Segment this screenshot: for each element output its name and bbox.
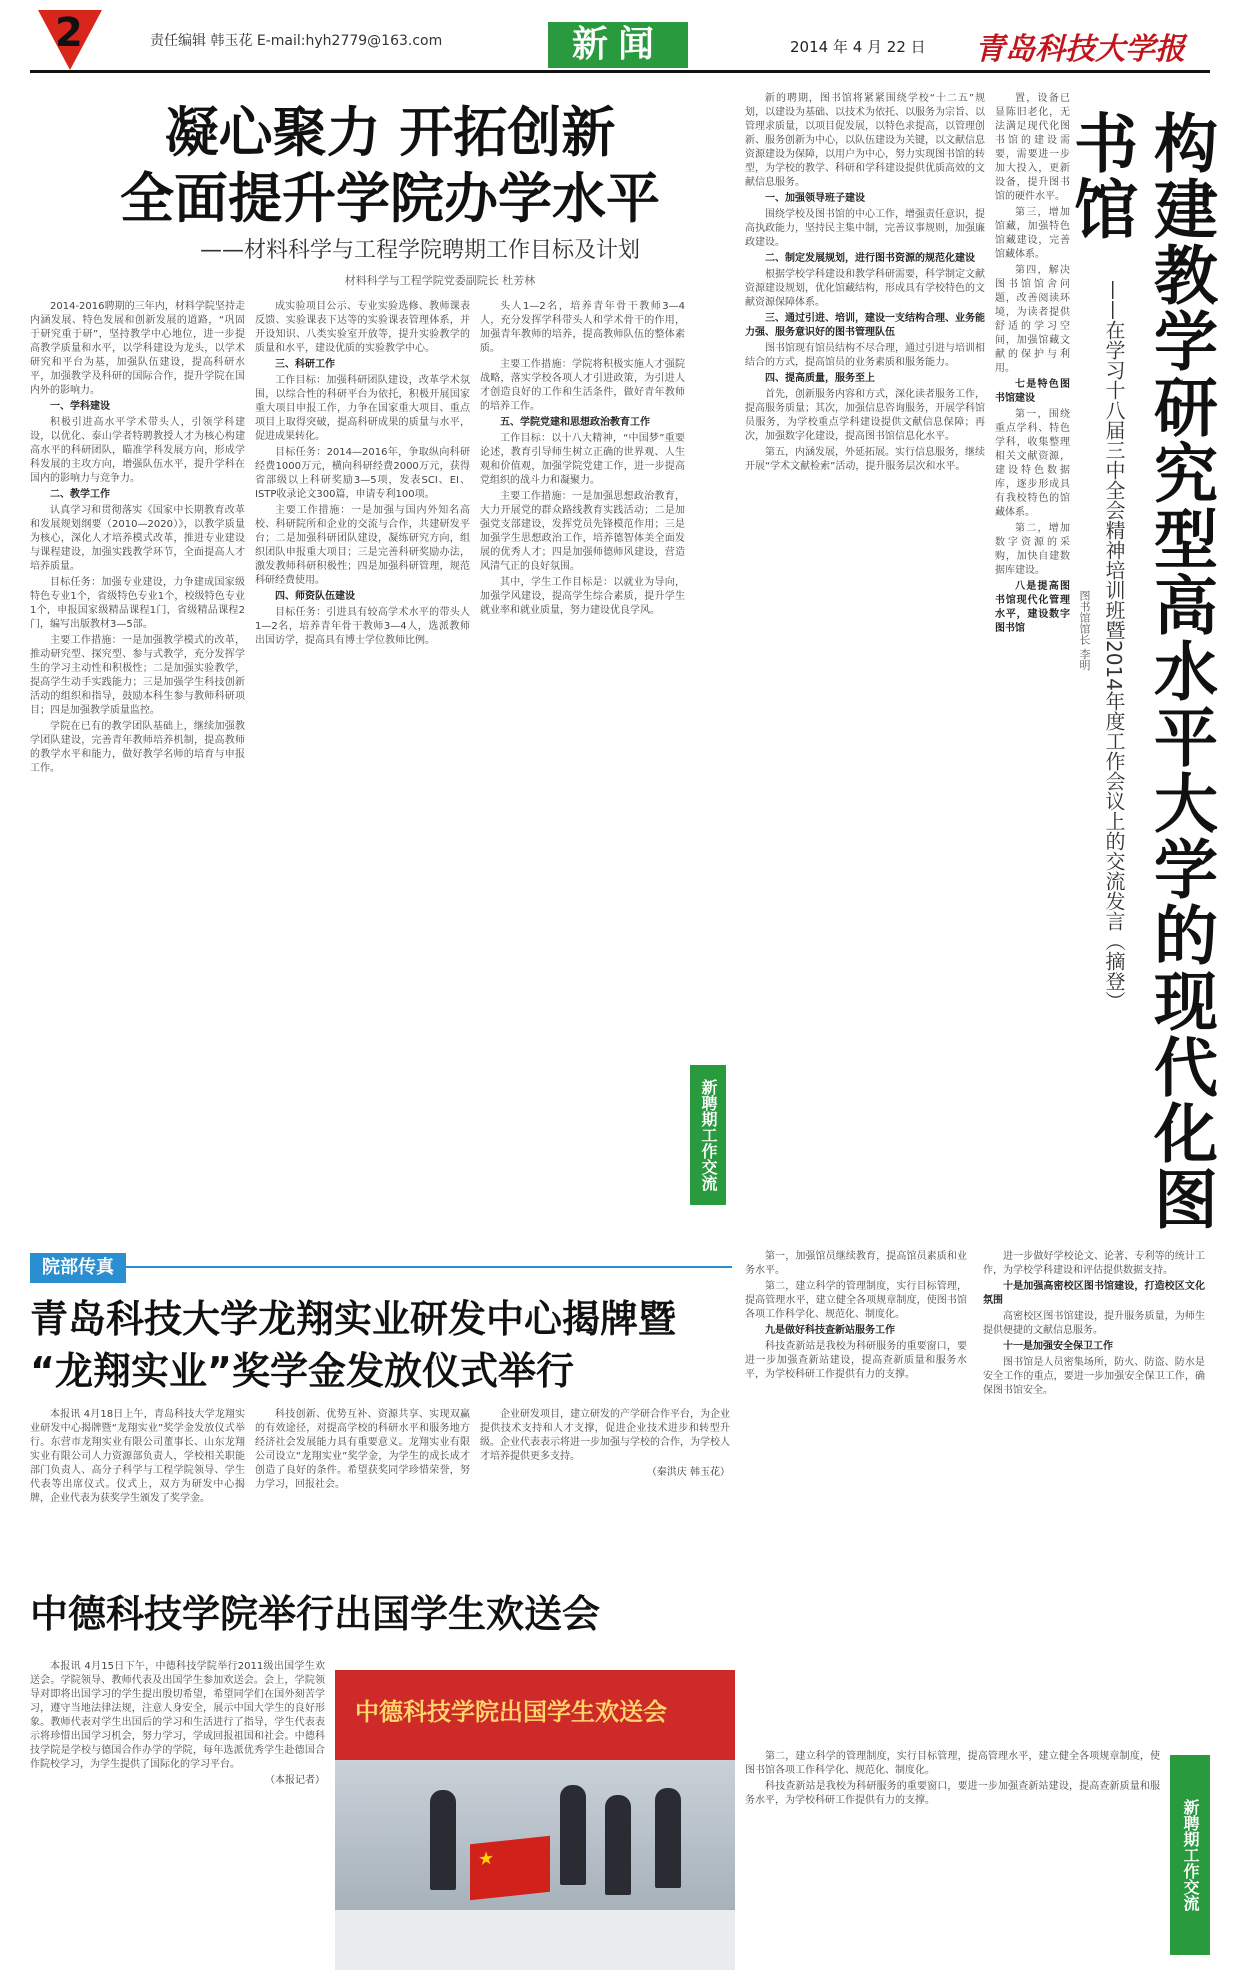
- paragraph: 置，设备已显陈旧老化，无法满足现代化图书馆的建设需要，需要进一步加大投入，更新设备，提升图书馆的硬件水平。: [995, 93, 1070, 202]
- section-heading: 一、加强领导班子建设: [765, 193, 865, 204]
- photo-person: [430, 1790, 456, 1890]
- paragraph: 工作目标：加强科研团队建设，改革学术氛围，以综合性的科研平台为依托，积极开展国家重大项目申报工作，力争在国家重大项目、重点项目上取得突破，提高科研成果的质量与水平，促进成果转化。: [255, 375, 470, 442]
- paragraph: 新的聘期，图书馆将紧紧围绕学校“十二五”规划，以建设为基础、以技术为依托、以服务为宗旨、以管理求质量，以项目促发展，以特色求提高，以管理创新、服务创新为中心，以队伍建设为关键，以文献信息资源建设为保障，以用户为中心，努力实现图书馆的转型，为学校的教学、科研和学科建设提供优质高效的文献信息服务。: [745, 93, 985, 188]
- paragraph: 认真学习和贯彻落实《国家中长期教育改革和发展规划纲要（2010—2020）》，以教学质量为核心，深化人才培养模式改革，推进专业建设与课程建设，加强实践教学环节，全面提高人才培养质量。: [30, 505, 245, 572]
- paragraph: 积极引进高水平学术带头人，引领学科建设，以优化、泰山学者特聘教授人才为核心构建高水平的科研团队，瞄准学科发展方向，形成学科发展的主攻方向，增强队伍水平，提升学科在国内的影响力与竞争力。: [30, 417, 245, 484]
- paragraph: 主要工作措施：一是加强教学模式的改革，推动研究型、探究型、参与式教学，充分发挥学生的学习主动性和积极性；二是加强实验教学，提高学生动手实践能力；三是加强学生科技创新活动的组织和指导，鼓励本科生参与教师科研项目；四是加强教学质量监控。: [30, 635, 245, 716]
- photo-person: [655, 1788, 681, 1888]
- masthead: 青岛科技大学报: [975, 32, 1185, 67]
- editor-line: 责任编辑 韩玉花 E-mail:hyh2779@163.com: [150, 33, 443, 49]
- article1-title-line2: 全面提升学院办学水平: [120, 167, 660, 230]
- section-tag: 院部传真: [30, 1253, 126, 1283]
- section-heading: 三、科研工作: [275, 359, 335, 370]
- article2-column-1: [745, 92, 985, 1242]
- paragraph: 图书馆现有馆员结构不尽合理，通过引进与培训相结合的方式，提高馆员的业务素质和服务能力。: [745, 343, 985, 368]
- paragraph: 学院在已有的教学团队基础上，继续加强教学团队建设，完善青年教师培养机制，提高教师的教学水平和能力，做好教学名师的培育与申报工作。: [30, 721, 245, 774]
- article3-column-1: [30, 1408, 245, 1558]
- section-heading: 五、学院党建和思想政治教育工作: [500, 417, 650, 428]
- section-heading: 九是做好科技查新站服务工作: [765, 1325, 895, 1336]
- paragraph: 科技查新站是我校为科研服务的重要窗口，要进一步加强查新站建设，提高查新质量和服务水平，为学校科研工作提供有力的支撑。: [745, 1341, 967, 1380]
- chinese-flag-icon: ★: [470, 1836, 550, 1900]
- article2-column-tail: [745, 1750, 1160, 1970]
- header-rule: [30, 70, 1210, 73]
- paragraph: 本报讯 4月15日下午，中德科技学院举行2011级出国学生欢送会。学院领导、教师代表及出国学生参加欢送会。会上，学院领导对即将出国学习的学生提出殷切希望，希望同学们在国外刻苦学习，遵守当地法律法规，注意人身安全，展示中国大学生的良好形象。教师代表对学生出国后的学习和生活进行了指导，学生代表表示将珍惜出国学习机会，努力学习，学成回报祖国和社会。中德科技学院是学校与德国合作办学的学院，每年选派优秀学生赴德国合作院校学习，为学生提供了国际化的学习平台。: [30, 1661, 325, 1770]
- section-tag-rule: [126, 1266, 732, 1268]
- paragraph: 科技查新站是我校为科研服务的重要窗口，要进一步加强查新站建设，提高查新质量和服务水平，为学校科研工作提供有力的支撑。: [745, 1781, 1160, 1806]
- paragraph: 第一，加强馆员继续教育，提高馆员素质和业务水平。: [745, 1251, 967, 1276]
- article1-side-label: 新聘期工作交流: [690, 1065, 726, 1205]
- paragraph: 工作目标：以十八大精神，“中国梦”重要论述，教育引导师生树立正确的世界观、人生观和价值观，加强学院党建工作，进一步提高党组织的战斗力和凝聚力。: [480, 433, 685, 486]
- section-heading: 四、师资队伍建设: [275, 591, 355, 602]
- article1-title-line1: 凝心聚力 开拓创新: [164, 101, 616, 164]
- paragraph: 主要工作措施：一是加强思想政治教育，大力开展党的群众路线教育实践活动；二是加强党支部建设，发挥党员先锋模范作用；三是加强学生思想政治工作，培养德智体美全面发展的优秀人才；四是加强师德师风建设，营造风清气正的良好氛围。: [480, 491, 685, 572]
- photo-person: [560, 1785, 586, 1885]
- paragraph: 第二，增加数字资源的采购，加快自建数据库建设。: [995, 523, 1070, 576]
- section-heading: 一、学科建设: [50, 401, 110, 412]
- paragraph: 头人1—2名，培养青年骨干教师3—4人，充分发挥学科带头人和学术骨干的作用，加强青年教师的培养，提高教师队伍的整体素质。: [480, 301, 685, 354]
- section-label: 新闻: [548, 22, 688, 68]
- section-heading: 八是提高图书馆现代化管理水平，建设数字图书馆: [995, 581, 1070, 634]
- paragraph: 第三，增加馆藏，加强特色馆藏建设，完善馆藏体系。: [995, 207, 1070, 260]
- article1-column-2: [255, 300, 470, 1245]
- paragraph: 第五，内涵发展，外延拓展。实行信息服务，继续开展“学术文献检索”活动，提升服务层次和水平。: [745, 447, 985, 472]
- article2-column-2: [995, 92, 1070, 1242]
- paragraph: 首先，创新服务内容和方式，深化读者服务工作，提高服务质量；其次，加强信息咨询服务，开展学科馆员服务，为学校重点学科建设提供文献信息保障；再次，加强数字化建设，提高图书馆信息化水平。: [745, 389, 985, 442]
- article4-column-1: [30, 1660, 325, 1970]
- paragraph: 2014-2016聘期的三年内，材料学院坚持走内涵发展、特色发展和创新发展的道路，“巩固于研究重于研”，坚持教学中心地位，进一步提高教学质量和水平，以学科建设为龙头，以学术研究和平台为基，加强队伍建设，提高科研水平，加强教学及科研的国际合作，提升学院在国内外的影响力。: [30, 301, 245, 396]
- article1-title: [60, 100, 720, 232]
- paragraph: 围绕学校及图书馆的中心工作，增强责任意识，提高执政能力，坚持民主集中制，完善议事规则，加强廉政建设。: [745, 209, 985, 248]
- article3-title-line2: “龙翔实业”奖学金发放仪式举行: [30, 1349, 574, 1393]
- paragraph: 第二，建立科学的管理制度，实行目标管理，提高管理水平，建立健全各项规章制度，使图书馆各项工作科学化、规范化、制度化。: [745, 1751, 1160, 1776]
- paragraph: 目标任务：引进具有较高学术水平的带头人1—2名，培养青年骨干教师3—4人，选派教师出国访学，提高具有博士学位教师比例。: [255, 607, 470, 646]
- paragraph: 根据学校学科建设和教学科研需要，科学制定文献资源建设规划，优化馆藏结构，形成具有学校特色的文献资源保障体系。: [745, 269, 985, 308]
- article3-signature: （秦洪庆 韩玉花）: [646, 1467, 730, 1478]
- paragraph: 图书馆是人员密集场所，防火、防盗、防水是安全工作的重点，要进一步加强安全保卫工作，确保图书馆安全。: [983, 1357, 1205, 1396]
- paragraph: 企业研发项目，建立研发的产学研合作平台，为企业提供技术支持和人才支撑，促进企业技术进步和转型升级。企业代表表示将进一步加强与学校的合作，为学校人才培养提供更多支持。: [480, 1409, 730, 1462]
- paragraph: 目标任务：加强专业建设，力争建成国家级特色专业1个，省级特色专业1个，校级特色专业1个，申报国家级精品课程1门，省级精品课程2门，编写出版教材3—5部。: [30, 577, 245, 630]
- paragraph: 主要工作措施：一是加强与国内外知名高校、科研院所和企业的交流与合作，共建研发平台；二是加强科研团队建设，凝练研究方向，组织团队申报重大项目；三是完善科研奖励办法，激发教师科研积极性；四是加强科研管理，规范科研经费使用。: [255, 505, 470, 586]
- article1-subtitle: ——材料科学与工程学院聘期工作目标及计划: [199, 238, 640, 263]
- article2-title: 构建教学研究型高水平大学的现代化图书馆: [1063, 110, 1217, 1232]
- paragraph: 第四，解决图书馆馆舍问题，改善阅读环境，为读者提供舒适的学习空间，加强馆藏文献的保护与利用。: [995, 265, 1070, 374]
- section-heading: 十一是加强安全保卫工作: [1003, 1341, 1113, 1352]
- page-header: [0, 0, 1236, 67]
- article2-column-bottom: [745, 1250, 1205, 1740]
- article3-column-3: [480, 1408, 730, 1558]
- article2-side-label: 新聘期工作交流: [1170, 1755, 1210, 1955]
- article4-signature: （本报记者）: [265, 1775, 325, 1786]
- article1-column-1: [30, 300, 245, 1245]
- paragraph: 主要工作措施：学院将积极实施人才强院战略，落实学校各项人才引进政策，为引进人才创造良好的工作和生活条件，做好青年教师的培养工作。: [480, 359, 685, 412]
- article1-column-3: [480, 300, 685, 1245]
- photo-person: [605, 1795, 631, 1895]
- article3-title: [30, 1293, 730, 1397]
- article2-byline: 图书馆馆长 李明: [1078, 590, 1091, 671]
- photo-table: [335, 1910, 735, 1970]
- paragraph: 第一，围绕重点学科、特色学科，收集整理相关文献资源，建设特色数据库，逐步形成具有我校特色的馆藏体系。: [995, 409, 1070, 518]
- article1-byline: 材料科学与工程学院党委副院长 杜芳林: [344, 274, 536, 287]
- issue-date: 2014 年 4 月 22 日: [790, 38, 926, 56]
- paragraph: 其中，学生工作目标是：以就业为导向，加强学风建设，提高学生综合素质，提升学生就业率和就业质量，努力建设优良学风。: [480, 577, 685, 616]
- section-heading: 七是特色图书馆建设: [995, 379, 1070, 404]
- article3-column-2: [255, 1408, 470, 1558]
- article3-title-line1: 青岛科技大学龙翔实业研发中心揭牌暨: [30, 1297, 677, 1341]
- section-heading: 二、制定发展规划，进行图书资源的规范化建设: [765, 253, 975, 264]
- paragraph: 进一步做好学校论文、论著、专利等的统计工作，为学校学科建设和评估提供数据支持。: [983, 1251, 1205, 1276]
- paragraph: 科技创新、优势互补、资源共享、实现双赢的有效途径，对提高学校的科研水平和服务地方经济社会发展能力具有重要意义。龙翔实业有限公司设立“龙翔实业”奖学金，为学生的成长成才创造了良好的条件。希望获奖同学珍惜荣誉，努力学习，回报社会。: [255, 1409, 470, 1490]
- paragraph: 本报讯 4月18日上午，青岛科技大学龙翔实业研发中心揭牌暨“龙翔实业”奖学金发放仪式举行。东营市龙翔实业有限公司董事长、山东龙翔实业有限公司人力资源部负责人，学校相关职能部门负责人、高分子科学与工程学院领导、学生代表等出席仪式。仪式上，双方为研发中心揭牌，企业代表为获奖学生颁发了奖学金。: [30, 1409, 245, 1504]
- paragraph: 目标任务：2014—2016年，争取纵向科研经费1000万元，横向科研经费2000万元，获得省部级以上科研奖励3—5项，发表SCI、EI、ISTP收录论文300篇，申请专利100项。: [255, 447, 470, 500]
- section-heading: 三、通过引进、培训，建设一支结构合理、业务能力强、服务意识好的图书管理队伍: [745, 313, 985, 338]
- section-heading: 十是加强高密校区图书馆建设，打造校区文化氛围: [983, 1281, 1205, 1306]
- section-heading: 二、教学工作: [50, 489, 110, 500]
- page-number: 2: [55, 10, 83, 56]
- photo-banner-text: 中德科技学院出国学生欢送会: [355, 1698, 667, 1726]
- paragraph: 成实验项目公示、专业实验选修、教师课表反馈、实验课表下达等的实验课表管理体系，并开设知识、八类实验室开放等，提升实验教学的质量和水平，建设优质的实验教学中心。: [255, 301, 470, 354]
- section-heading: 四、提高质量，服务至上: [765, 373, 875, 384]
- article4-title: 中德科技学院举行出国学生欢送会: [30, 1592, 601, 1636]
- paragraph: 第二，建立科学的管理制度，实行目标管理，提高管理水平，建立健全各项规章制度，使图书馆各项工作科学化、规范化、制度化。: [745, 1281, 967, 1320]
- paragraph: 高密校区图书馆建设，提升服务质量，为师生提供便捷的文献信息服务。: [983, 1311, 1205, 1336]
- article2-subtitle: ——在学习十八届三中全会精神培训班暨2014年度工作会议上的交流发言（摘登）: [1102, 280, 1126, 1011]
- event-photo: [335, 1670, 735, 1970]
